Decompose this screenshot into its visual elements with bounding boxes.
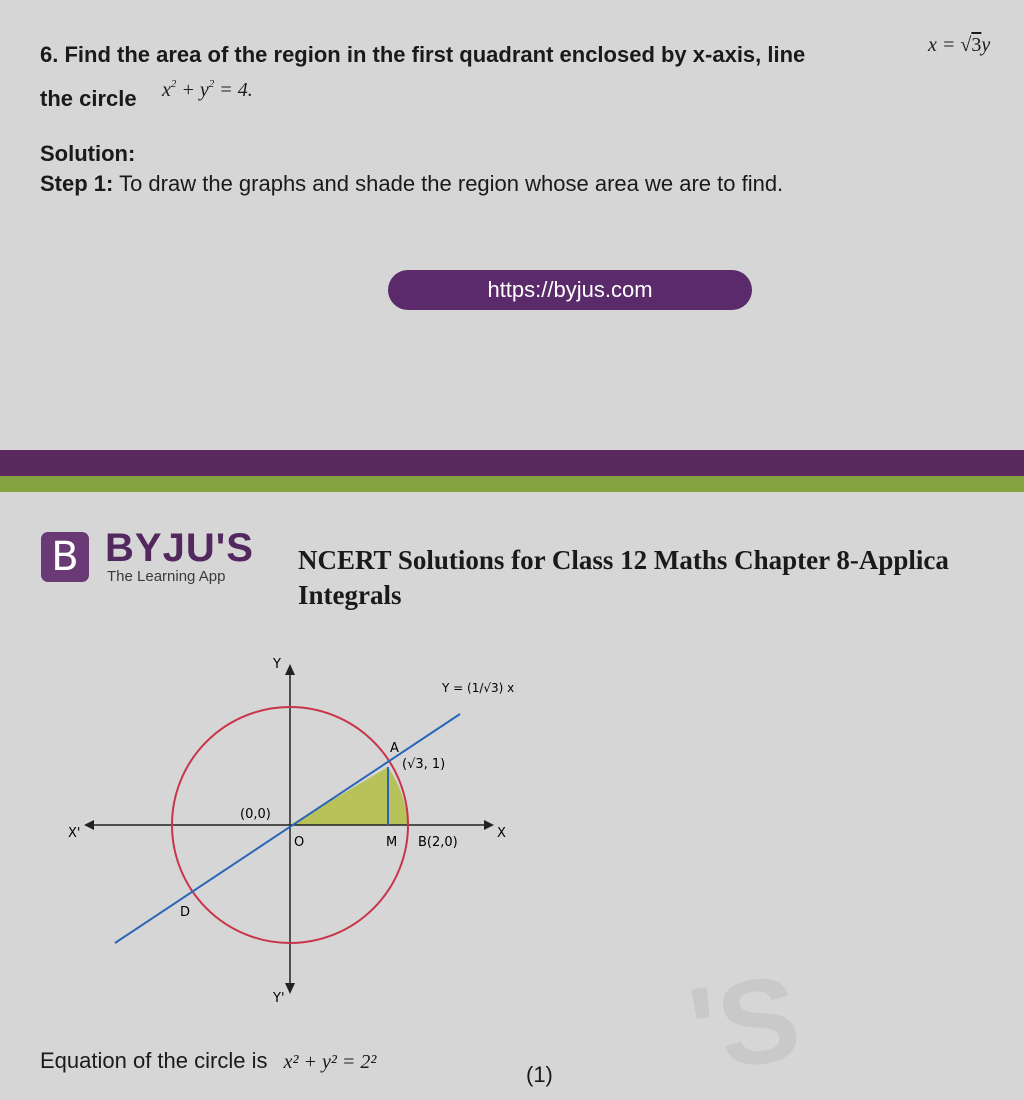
shaded-region (290, 767, 408, 825)
area-diagram (60, 650, 530, 1010)
logo-letter: B (51, 534, 79, 580)
label-origin-coord: (0,0) (240, 807, 271, 822)
title-line-1: NCERT Solutions for Class 12 Maths Chapter 8-Applica (298, 545, 949, 575)
y-axis-arrow-down-icon (285, 983, 295, 994)
step-1-label: Step 1: (40, 171, 114, 196)
x-axis-arrow-left-icon (84, 820, 94, 830)
watermark: 'S (681, 950, 808, 1098)
label-point-b: B(2,0) (418, 835, 458, 850)
label-line-equation: Y = (1/√3) x (442, 681, 515, 695)
question-text: Find the area of the region in the first quadrant enclosed by x-axis, line (64, 42, 806, 67)
header-band-green (0, 476, 1024, 492)
header-band-purple (0, 450, 1024, 476)
question-text-2: the circle (40, 86, 137, 111)
y-axis-arrow-up-icon (285, 664, 295, 675)
equation-text: Equation of the circle is (40, 1048, 268, 1073)
equation-math: x² + y² = 2² (283, 1051, 377, 1073)
step-1 (40, 171, 783, 197)
x-axis-arrow-right-icon (484, 820, 494, 830)
label-y-neg: Y' (273, 991, 285, 1006)
question-number: 6. (40, 42, 59, 67)
label-point-m: M (386, 835, 398, 850)
label-point-a-coord: (√3, 1) (402, 757, 446, 772)
url-link[interactable]: https://byjus.com (388, 270, 752, 310)
step-1-text: To draw the graphs and shade the region whose area we are to find. (119, 171, 784, 196)
label-x: X (497, 826, 506, 841)
label-point-a: A (390, 741, 399, 756)
question-line-1 (40, 42, 805, 68)
line-equation: x = √3y (928, 34, 991, 56)
label-x-neg: X' (68, 826, 81, 841)
page-title (298, 543, 949, 613)
question-line-2 (40, 86, 137, 112)
solution-label: Solution: (40, 141, 136, 166)
byjus-logo-icon (41, 532, 89, 582)
label-origin: O (294, 835, 305, 850)
label-y: Y (273, 657, 281, 672)
equation-number: (1) (526, 1062, 553, 1087)
circle-equation: $x^2 + y^2 = 4$. (162, 78, 253, 101)
label-point-d: D (180, 905, 191, 920)
title-line-2: Integrals (298, 580, 402, 610)
equation-line (40, 1048, 376, 1074)
brand-tagline: The Learning App (107, 568, 226, 585)
brand-name: BYJU'S (105, 526, 254, 570)
